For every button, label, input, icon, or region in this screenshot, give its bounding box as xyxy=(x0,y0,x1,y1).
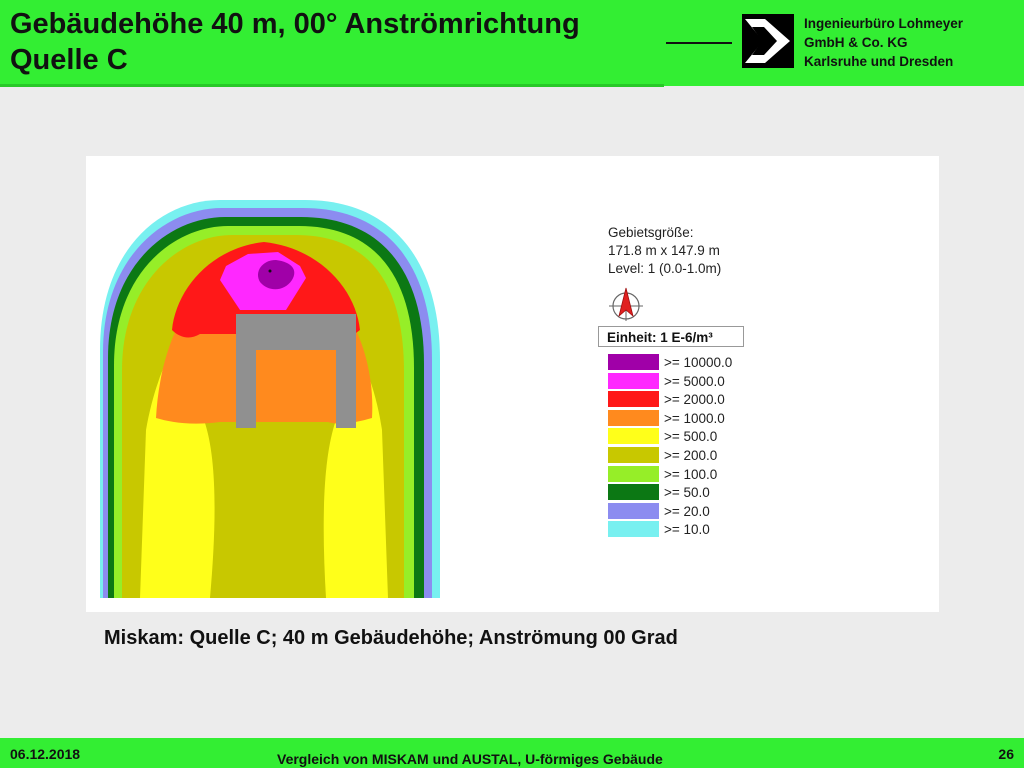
legend-swatch xyxy=(608,484,659,500)
legend-item xyxy=(608,372,788,391)
legend-label: >= 50.0 xyxy=(664,485,710,501)
domain-info xyxy=(608,224,721,278)
legend-label: >= 200.0 xyxy=(664,447,718,463)
legend-label: >= 2000.0 xyxy=(664,392,725,408)
footer-bar xyxy=(0,738,1024,768)
legend-swatch xyxy=(608,521,659,537)
title-rule xyxy=(666,42,732,44)
concentration-plot xyxy=(100,200,514,598)
legend-item xyxy=(608,520,788,539)
legend-item xyxy=(608,427,788,446)
header-underline xyxy=(0,84,664,87)
result-figure xyxy=(86,156,939,612)
north-arrow-icon xyxy=(606,286,646,322)
level-label: Level: 1 (0.0-1.0m) xyxy=(608,261,722,276)
legend-item xyxy=(608,465,788,484)
legend-swatch xyxy=(608,354,659,370)
legend-item xyxy=(608,409,788,428)
page-title xyxy=(10,6,670,78)
legend-item xyxy=(608,390,788,409)
legend-label: >= 5000.0 xyxy=(664,373,725,389)
legend-item xyxy=(608,446,788,465)
figure-caption: Miskam: Quelle C; 40 m Gebäudehöhe; Anströmung 00 Grad xyxy=(104,627,678,649)
title-line-2: Quelle C xyxy=(10,44,128,76)
legend-item xyxy=(608,353,788,372)
legend-label: >= 20.0 xyxy=(664,503,710,519)
unit-label: Einheit: 1 E-6/m³ xyxy=(598,326,744,347)
company-line-2: GmbH & Co. KG xyxy=(804,35,908,50)
legend-label: >= 500.0 xyxy=(664,429,718,445)
legend-swatch xyxy=(608,373,659,389)
legend-label: >= 100.0 xyxy=(664,466,718,482)
legend-label: >= 10000.0 xyxy=(664,355,733,370)
page-number: 26 xyxy=(998,746,1014,762)
source-marker xyxy=(269,270,272,273)
header-bar xyxy=(0,0,1024,86)
company-logo xyxy=(742,14,794,68)
legend-item xyxy=(608,502,788,521)
company-name xyxy=(804,14,963,71)
legend-swatch xyxy=(608,466,659,482)
domain-label: Gebietsgröße: xyxy=(608,225,694,240)
title-line-1: Gebäudehöhe 40 m, 00° Anströmrichtung xyxy=(10,8,580,40)
footer-date: 06.12.2018 xyxy=(10,746,81,762)
legend-swatch xyxy=(608,391,659,407)
legend-swatch xyxy=(608,410,659,426)
company-line-3: Karlsruhe und Dresden xyxy=(804,54,954,69)
legend-label: >= 1000.0 xyxy=(664,410,725,426)
legend-label: >= 10.0 xyxy=(664,522,710,538)
domain-size: 171.8 m x 147.9 m xyxy=(608,243,720,258)
legend xyxy=(608,353,788,539)
legend-swatch xyxy=(608,447,659,463)
legend-item xyxy=(608,483,788,502)
legend-swatch xyxy=(608,428,659,444)
legend-swatch xyxy=(608,503,659,519)
company-line-1: Ingenieurbüro Lohmeyer xyxy=(804,16,964,31)
footer-title: Vergleich von MISKAM und AUSTAL, U-förmiges Gebäude xyxy=(277,751,663,767)
